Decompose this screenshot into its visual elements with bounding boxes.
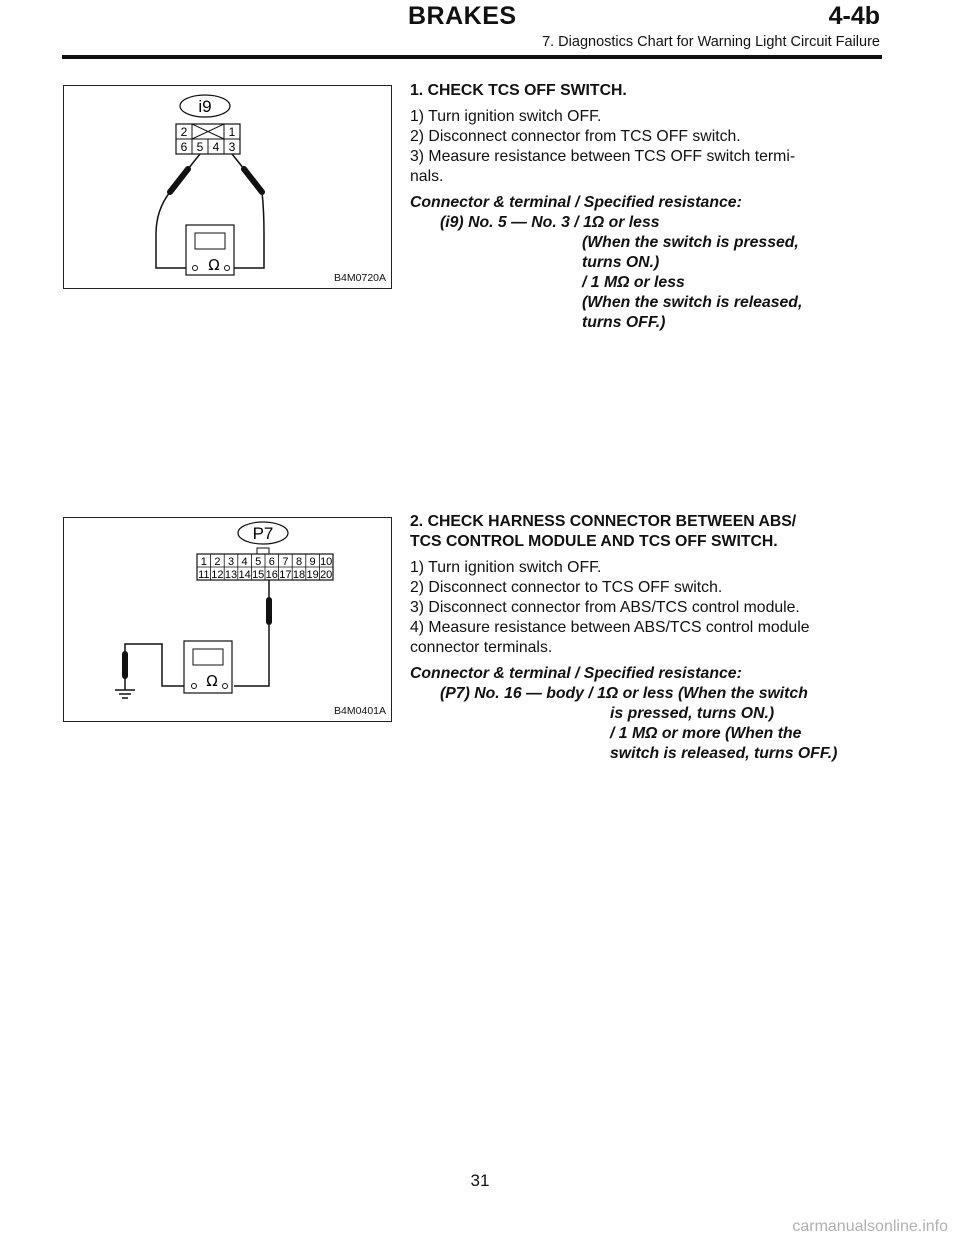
ohm-symbol: Ω [206,672,218,690]
spec-value-line [410,724,880,744]
procedure-line: 1) Turn ignition switch OFF. [410,559,602,576]
pin-label: 5 [255,556,262,568]
ohm-symbol: Ω [617,274,630,291]
section-code: 4-4b [828,2,880,30]
probe-left [170,169,188,192]
diagram-p7-ohmmeter [64,518,391,721]
pin-label: 17 [279,569,292,581]
pin-label: 9 [309,556,316,568]
spec-condition: (When the switch is released, [582,294,803,311]
procedure-line: connector terminals. [410,639,553,656]
spec-condition: turns OFF.) [582,314,666,331]
ohm-symbol: Ω [208,256,220,274]
pin-label: 11 [198,569,210,581]
spec-condition: (When the switch is pressed, [582,234,799,251]
pin-label: 12 [211,569,224,581]
spec-off-value: / 1 M [610,725,646,742]
figure-id: B4M0720A [334,272,386,284]
spec-tail: or more (When the [661,725,802,742]
spec-terminals: (i9) No. 5 — No. 3 / 1 [440,214,592,231]
ohm-symbol: Ω [605,685,619,702]
procedure-line: nals. [410,168,444,185]
connector-label: i9 [198,97,212,116]
figure-id: B4M0401A [334,705,386,717]
ohm-symbol: Ω [591,214,605,231]
spec-condition: is pressed, turns ON.) [610,705,775,722]
pin-label: 8 [295,556,303,568]
procedure-line: 1) Turn ignition switch OFF. [410,108,602,125]
spec-condition: turns ON.) [582,254,660,271]
step-1 [410,81,880,333]
header-rule [62,55,882,59]
ground-icon [115,690,135,698]
probe-right [244,169,262,192]
pin-label: 15 [252,569,265,581]
figure-i9-resistance-check [63,85,392,289]
pin-label: 3 [228,140,236,154]
page-header [0,0,960,62]
pin-label: 20 [320,569,333,581]
connector-grid [198,554,332,581]
spec-off-value: / 1 M [582,274,618,291]
procedure-line: 2) Disconnect connector from TCS OFF switch. [410,128,741,145]
step-title-line: TCS CONTROL MODULE AND TCS OFF SWITCH. [410,533,778,550]
spec-tail: or less (When the switch [622,685,808,702]
pin-label: 19 [306,569,319,581]
spec-heading: Connector & terminal / Specified resistance: [410,665,742,682]
spec-value-line [410,213,880,233]
pin-label: 4 [241,556,248,568]
pin-label: 2 [180,125,188,139]
figure-p7-resistance-check [63,517,392,722]
pin-label: 14 [238,569,251,581]
page-number: 31 [470,1171,490,1190]
spec-terminals: (P7) No. 16 — body / 1 [440,685,606,702]
diagram-i9-ohmmeter [64,86,391,288]
procedure-line: 2) Disconnect connector to TCS OFF switch. [410,579,723,596]
spec-heading: Connector & terminal / Specified resistance: [410,194,742,211]
pin-label: 7 [282,556,289,568]
spec-tail: or less [633,274,685,291]
pin-label: 18 [292,569,306,581]
spec-condition: switch is released, turns OFF.) [610,745,838,762]
step-2 [410,512,880,764]
pin-label: 13 [224,569,238,581]
pin-label: 3 [227,556,235,568]
pin-label: 1 [228,125,236,139]
pin-label: 2 [214,556,221,568]
procedure-line: 4) Measure resistance between ABS/TCS control module [410,619,810,636]
procedure-line: 3) Measure resistance between TCS OFF switch termi- [410,148,796,165]
spec-tail: or less [608,214,660,231]
section-title: BRAKES [408,2,517,30]
pin-label: 1 [200,556,207,568]
section-subtitle: 7. Diagnostics Chart for Warning Light Circuit Failure [542,34,880,50]
spec-value-line [410,684,880,704]
pin-label: 6 [268,556,275,568]
step-title-line: 2. CHECK HARNESS CONNECTOR BETWEEN ABS/ [410,513,797,530]
step-title: 1. CHECK TCS OFF SWITCH. [410,82,627,99]
pin-label: 10 [320,556,333,568]
pin-label: 5 [196,140,204,154]
step-title [410,512,880,552]
connector-label: P7 [252,524,274,543]
pin-label: 16 [265,569,278,581]
watermark: carmanualsonline.info [792,1218,948,1235]
ohm-symbol: Ω [645,725,658,742]
pin-label: 6 [180,140,188,154]
spec-value-line [410,273,880,293]
pin-label: 4 [212,140,220,154]
procedure-line: 3) Disconnect connector from ABS/TCS control module. [410,599,800,616]
